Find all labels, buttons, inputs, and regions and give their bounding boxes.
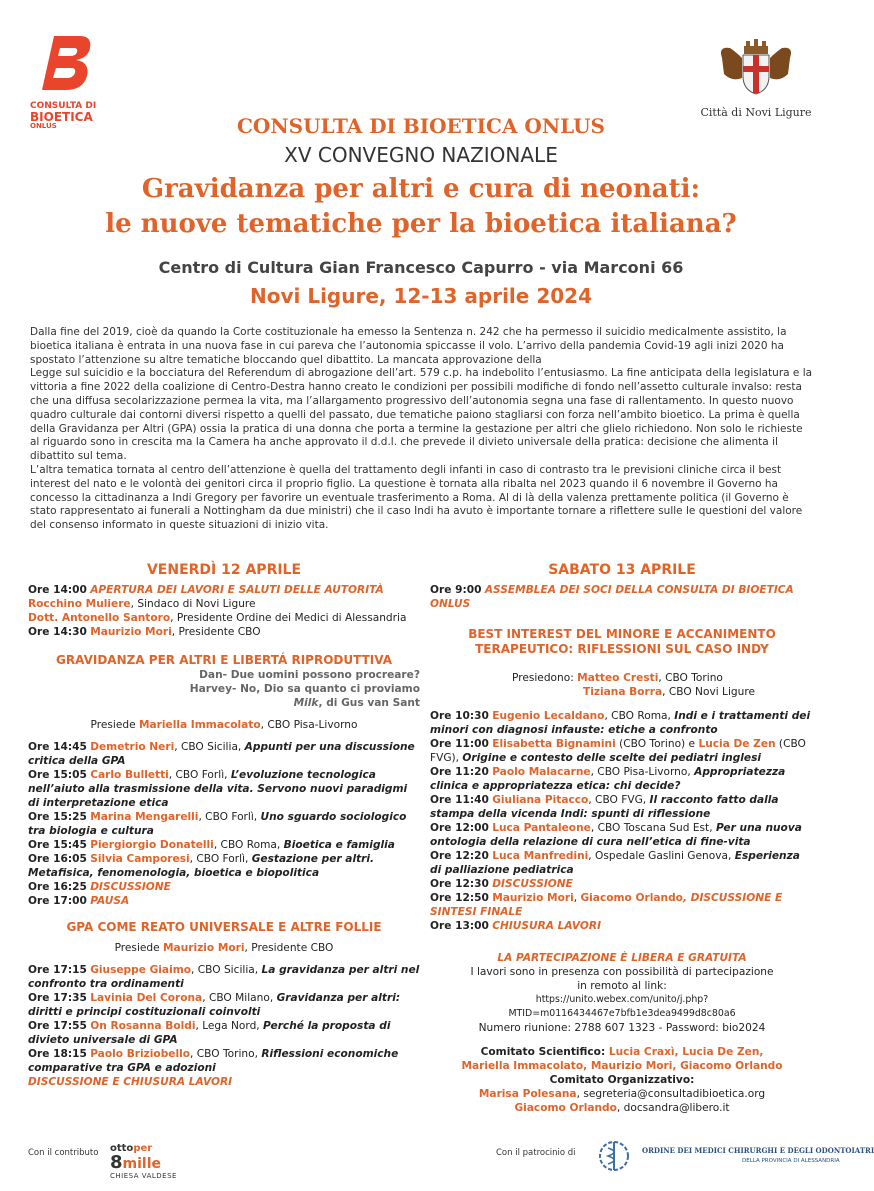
day-friday: VENERDÌ 12 APRILE: [146, 562, 302, 578]
logo-text-2: BIOETICA: [30, 110, 93, 124]
program-line: Rocchino Muliere, Sindaco di Novi Ligure: [28, 598, 256, 610]
crest-icon: [716, 38, 796, 100]
chair: Presiede Maurizio Mori, Presidente CBO: [114, 942, 334, 954]
ordine-text: ORDINE DEI MEDICI CHIRURGHI E DEGLI ODONTOIATRI: [642, 1146, 874, 1155]
title-line-2: le nuove tematiche per la bioetica italiana?: [105, 209, 737, 239]
crest-caption: Città di Novi Ligure: [700, 106, 812, 119]
talk: Ore 15:05 Carlo Bulletti, CBO Forlì, L’evoluzione tecnologica nell’aiuto alla trasmissione della vita. Servono nuovi paradigmi di interpretazione etica: [28, 769, 408, 809]
org-name: CONSULTA DI BIOETICA ONLUS: [237, 114, 605, 138]
talk: Ore 18:15 Paolo Briziobello, CBO Torino, Riflessioni economiche comparative tra GPA e adozioni: [28, 1048, 399, 1074]
provincia-text: DELLA PROVINCIA DI ALESSANDRIA: [742, 1158, 840, 1164]
section-title: BEST INTEREST DEL MINORE E ACCANIMENTO TERAPEUTICO: RIFLESSIONI SUL CASO INDY: [468, 627, 776, 656]
chair: Presiede Mariella Immacolato, CBO Pisa-Livorno: [90, 719, 358, 731]
participation-text: in remoto al link:: [577, 980, 667, 992]
talk: Ore 11:20 Paolo Malacarne, CBO Pisa-Livorno, Appropriatezza clinica e appropriatezza etica: chi decide?: [430, 766, 786, 792]
intro-paragraph-3: L’altra tematica tornata al centro dell’attenzione è quella del trattamento degli infanti in caso di contrasto tra le previsioni cliniche circa il best interest del nato e le volontà dei genitori circa il proprio figlio. La questione è tornata alla ribalta nel 2023 quando il 6 novembre il Governo ha concesso la cittadinanza a Indi Gregory per favorire un eventuale trasferimento a Roma. Al di là della valenza prettamente politica (il Governo è stato rappresentato ai funerali a Nottingham da due ministri) che il caso Indi ha avuto è importante tornare a riflettere sulle le questioni del valore del consenso informato in queste situazioni di inizio vita.: [30, 463, 803, 532]
participation-title: LA PARTECIPAZIONE È LIBERA E GRATUITA: [497, 952, 747, 964]
scientific-committee: Mariella Immacolato, Maurizio Mori, Giacomo Orlando: [461, 1060, 783, 1072]
program-line: Ore 14:00 APERTURA DEI LAVORI E SALUTI DELLE AUTORITÀ: [28, 584, 384, 596]
talk: Ore 12:20 Luca Manfredini, Ospedale Gaslini Genova, Esperienza di palliazione pediatrica: [430, 850, 800, 876]
event-dates: Novi Ligure, 12-13 aprile 2024: [250, 284, 592, 308]
section-title: GPA COME REATO UNIVERSALE E ALTRE FOLLIE: [66, 920, 382, 934]
day-saturday: SABATO 13 APRILE: [548, 562, 696, 578]
meeting-info: Numero riunione: 2788 607 1323 - Password: bio2024: [478, 1022, 766, 1034]
intro-paragraph-1: Dalla fine del 2019, cioè da quando la Corte costituzionale ha emesso la Sentenza n. 242 che ha permesso il suicidio medicalmente assistito, la bioetica italiana è entrata in una nuova fase in cui pareva che l’autonomia spiccasse il volo. L’arrivo della pandemia Covid-19 agli inizi 2020 ha spostato l’attenzione su altre tematiche bloccando quel dibattito. La mancata approvazione della: [30, 326, 787, 366]
talk: Ore 17:15 Giuseppe Giaimo, CBO Sicilia, La gravidanza per altri nel confronto tra ordinamenti: [28, 964, 420, 990]
program-line: Ore 12:30 DISCUSSIONE: [430, 878, 573, 890]
talk: Ore 14:45 Demetrio Neri, CBO Sicilia, Appunti per una discussione critica della GPA: [28, 741, 415, 767]
novi-ligure-crest: [700, 38, 812, 118]
talk: Ore 11:00 Elisabetta Bignamini (CBO Torino) e Lucia De Zen (CBO FVG), Origine e contesto delle scelte dei pediatri inglesi: [430, 738, 806, 764]
event-name: XV CONVEGNO NAZIONALE: [284, 143, 558, 167]
organizing-committee-label: Comitato Organizzativo:: [549, 1074, 695, 1086]
quote: Dan- Due uomini possono procreare? Harvey- No, Dio sa quanto ci proviamo Milk, di Gus van Sant: [189, 669, 420, 709]
talk: Ore 17:55 On Rosanna Boldi, Lega Nord, Perché la proposta di divieto universale di GPA: [28, 1020, 391, 1046]
scientific-committee: Comitato Scientifico: Lucia Craxì, Lucia De Zen,: [480, 1046, 764, 1058]
venue: Centro di Cultura Gian Francesco Capurro - via Marconi 66: [158, 258, 684, 277]
program-line: Ore 17:00 PAUSA: [28, 895, 130, 907]
logo-text-1: CONSULTA DI: [30, 101, 97, 111]
program-saturday: [430, 563, 814, 1115]
program-line: Ore 16:25 DISCUSSIONE: [28, 881, 171, 893]
event-title: [0, 172, 842, 242]
organizer: Marisa Polesana, segreteria@consultadibioetica.org: [478, 1088, 766, 1100]
talk: Ore 17:35 Lavinia Del Corona, CBO Milano, Gravidanza per altri: diritti e principi costituzionali coinvolti: [28, 992, 401, 1018]
contrib-label: Con il contributo: [28, 1148, 99, 1158]
chairs: Presiedono: Matteo Cresti, CBO Torino Tiziana Borra, CBO Novi Ligure: [512, 672, 755, 698]
otto-per-mille-logo: ottoper 8mille CHIESA VALDESE: [110, 1143, 177, 1180]
organizer: Giacomo Orlando, docsandra@libero.it: [514, 1102, 730, 1114]
program-friday: [28, 563, 420, 1089]
talk: Ore 11:40 Giuliana Pitacco, CBO FVG, Il racconto fatto dalla stampa della vicenda Indi: spunti di riflessione: [430, 794, 779, 820]
consulta-logo-mark: [30, 30, 100, 100]
talk: Ore 15:45 Piergiorgio Donatelli, CBO Roma, Bioetica e famiglia: [28, 839, 395, 851]
program-line: Ore 9:00 ASSEMBLEA DEI SOCI DELLA CONSULTA DI BIOETICA ONLUS: [430, 584, 794, 610]
program-line: Ore 12:50 Maurizio Mori, Giacomo Orlando, DISCUSSIONE E SINTESI FINALE: [430, 892, 783, 918]
talk: Ore 10:30 Eugenio Lecaldano, CBO Roma, Indi e i trattamenti dei minori con diagnosi infauste: etiche a confronto: [430, 710, 811, 736]
title-line-1: Gravidanza per altri e cura di neonati:: [141, 174, 701, 204]
section-title: GRAVIDANZA PER ALTRI E LIBERTÁ RIPRODUTTIVA: [56, 653, 392, 667]
patrocinio-label: Con il patrocinio di: [496, 1148, 576, 1158]
talk: Ore 15:25 Marina Mengarelli, CBO Forlì, Uno sguardo sociologico tra biologia e cultura: [28, 811, 407, 837]
talk: Ore 12:00 Luca Pantaleone, CBO Toscana Sud Est, Per una nuova ontologia della relazione di cura nell’etica di fine-vita: [430, 822, 802, 848]
talk: Ore 16:05 Silvia Camporesi, CBO Forlì, Gestazione per altri. Metafisica, fenomenologia, bioetica e biopolitica: [28, 853, 375, 879]
program-line: DISCUSSIONE E CHIUSURA LAVORI: [28, 1076, 233, 1088]
program-line: Ore 13:00 CHIUSURA LAVORI: [430, 920, 602, 932]
intro-paragraph-2: Legge sul suicidio e la bocciatura del Referendum di abrogazione dell’art. 579 c.p. ha indebolito l’entusiasmo. La fine anticipata della legislatura e la vittoria a fine 2022 della coalizione di Centro-Destra hanno creato le condizioni per possibili modifiche di fondo nell’assetto culturale invalso: resta che una diffusa secolarizzazione permea la vita, ma l’allargamento progressivo dell’autonomia segna una fase di rallentamento. In questo nuovo quadro culturale dai contorni diversi rispetto a quelli del passato, due tematiche paiono stagliarsi con forza nell’ambito bioetico. La prima è quella della Gravidanza per Altri (GPA) ossia la pratica di una donna che porta a termine la gestazione per altri che glielo richiedono. Non solo le richieste al riguardo sono in crescita ma la Camera ha anche approvato il d.d.l. che prevede il divieto universale della pratica: decisione che alimenta il dibattito sul tema.: [30, 367, 813, 463]
logo-text-3: ONLUS: [30, 122, 57, 130]
participation-text: I lavori sono in presenza con possibilità di partecipazione: [470, 966, 774, 978]
ordine-medici-logo: [592, 1138, 874, 1178]
participation: [430, 951, 814, 1115]
program-line: Ore 14:30 Maurizio Mori, Presidente CBO: [28, 626, 261, 638]
webex-link[interactable]: https://unito.webex.com/unito/j.php?MTID=m0116434467e7bfb1e3dea9499d8c80a6: [508, 994, 736, 1019]
caduceus-icon: [592, 1138, 636, 1174]
program-line: Dott. Antonello Santoro, Presidente Ordine dei Medici di Alessandria: [28, 612, 407, 624]
intro-text: [30, 326, 814, 533]
